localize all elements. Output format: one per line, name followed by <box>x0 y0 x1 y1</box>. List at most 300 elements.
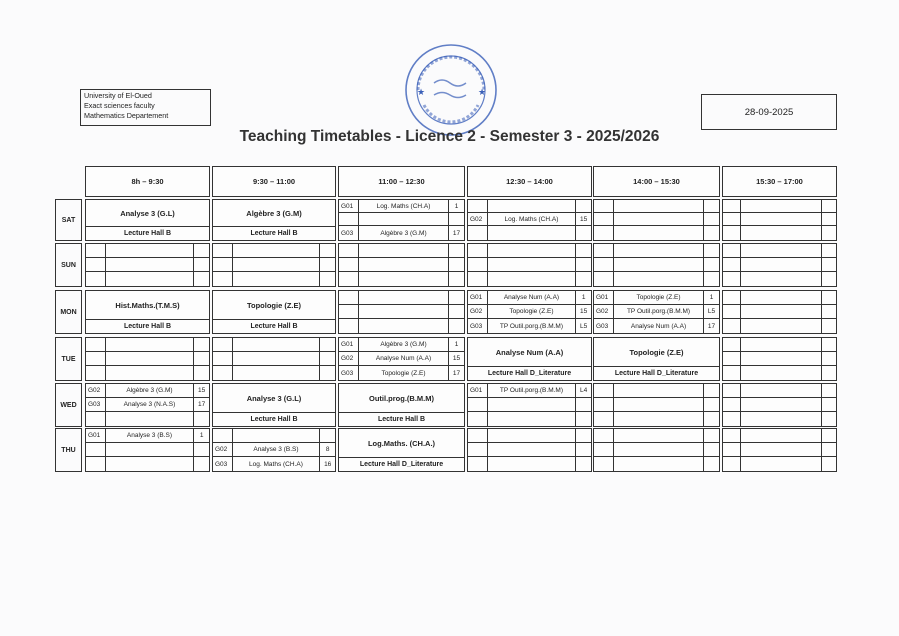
day-label: WED <box>55 383 82 427</box>
timetable-cell <box>85 428 210 472</box>
group-course <box>614 226 704 240</box>
group-code <box>723 226 741 240</box>
group-code <box>723 398 741 412</box>
group-course <box>614 258 704 272</box>
room-number <box>704 200 719 213</box>
timetable-cell <box>212 290 336 334</box>
room-number: 1 <box>449 200 464 213</box>
room-number: 15 <box>194 384 209 398</box>
group-code <box>339 319 359 333</box>
room-number <box>449 319 464 333</box>
room-number <box>822 384 836 398</box>
group-code <box>86 258 106 272</box>
group-code <box>723 244 741 258</box>
room-number <box>576 226 591 240</box>
group-code <box>86 272 106 286</box>
group-code <box>723 291 741 305</box>
room-number: 1 <box>449 338 464 352</box>
group-code <box>86 412 106 426</box>
group-code <box>723 305 741 319</box>
course-name: Hist.Maths.(T.M.S) <box>115 300 180 310</box>
timetable-cell <box>85 199 210 241</box>
group-code <box>468 457 488 471</box>
group-course <box>359 291 449 305</box>
room-number <box>822 244 836 258</box>
group-course <box>359 319 449 333</box>
room-number <box>194 352 209 366</box>
room-number <box>822 200 836 213</box>
group-code <box>594 200 614 213</box>
room-number <box>449 258 464 272</box>
timetable-cell <box>593 290 720 334</box>
group-course: Algèbre 3 (G.M) <box>359 226 449 240</box>
lecture-hall: Lecture Hall D_Literature <box>468 366 591 380</box>
group-course <box>488 226 577 240</box>
timetable-cell <box>722 199 837 241</box>
room-number: 1 <box>576 291 591 305</box>
group-course <box>488 244 577 258</box>
group-course <box>741 457 822 471</box>
room-number <box>194 258 209 272</box>
group-course <box>741 291 822 305</box>
group-course: Algèbre 3 (G.M) <box>359 338 449 352</box>
room-number <box>822 412 836 426</box>
day-label: TUE <box>55 337 82 381</box>
group-course <box>106 457 195 471</box>
group-course <box>741 258 822 272</box>
room-number <box>822 443 836 457</box>
group-course <box>741 305 822 319</box>
course-name: Log.Maths. (CH.A.) <box>367 438 436 448</box>
lecture-hall: Lecture Hall D_Literature <box>594 366 719 380</box>
timetable-cell <box>338 243 465 287</box>
group-course: Analyse 3 (B.S) <box>233 443 321 457</box>
group-course <box>488 200 577 213</box>
timetable-cell <box>593 383 720 427</box>
room-number <box>822 398 836 412</box>
group-code: G02 <box>468 213 488 226</box>
group-course <box>741 384 822 398</box>
group-code <box>213 272 233 286</box>
group-course <box>359 305 449 319</box>
room-number <box>704 384 719 398</box>
group-course <box>614 244 704 258</box>
group-course <box>741 366 822 380</box>
room-number <box>822 352 836 366</box>
timetable-cell <box>212 383 336 427</box>
group-code <box>594 226 614 240</box>
timetable-cell <box>722 428 837 472</box>
group-code <box>213 352 233 366</box>
group-code <box>86 244 106 258</box>
slot-header: 8h – 9:30 <box>85 166 210 197</box>
timetable-cell <box>85 243 210 287</box>
group-course: Topologie (Z.E) <box>488 305 577 319</box>
official-stamp <box>404 43 498 137</box>
group-code <box>468 258 488 272</box>
group-code <box>723 319 741 333</box>
course-name: Topologie (Z.E) <box>629 347 684 357</box>
timetable-cell <box>338 428 465 472</box>
room-number <box>704 244 719 258</box>
group-code <box>468 226 488 240</box>
room-number <box>320 272 335 286</box>
group-code <box>594 457 614 471</box>
timetable-cell <box>212 243 336 287</box>
course-name: Topologie (Z.E) <box>246 300 302 310</box>
room-number <box>822 226 836 240</box>
room-number <box>704 258 719 272</box>
group-code: G02 <box>213 443 233 457</box>
room-number: 1 <box>704 291 719 305</box>
svg-text:★: ★ <box>478 87 487 97</box>
group-course <box>233 258 321 272</box>
group-code: G03 <box>594 319 614 333</box>
group-course <box>741 398 822 412</box>
group-code <box>723 213 741 226</box>
university-name: University of El-Oued <box>84 91 152 100</box>
page-title: Teaching Timetables - Licence 2 - Semester 3 - 2025/2026 <box>239 128 660 145</box>
group-code <box>468 443 488 457</box>
group-code <box>213 366 233 380</box>
room-number: 17 <box>707 322 716 330</box>
room-number <box>822 457 836 471</box>
lecture-hall: Lecture Hall D_Literature <box>339 457 464 471</box>
group-code <box>723 366 741 380</box>
group-course <box>106 443 195 457</box>
group-code <box>594 398 614 412</box>
group-code <box>723 352 741 366</box>
group-course: Analyse Num (A.A) <box>359 352 449 366</box>
group-code <box>339 305 359 319</box>
group-course <box>614 457 704 471</box>
group-course: Analyse Num (A.A) <box>614 319 704 333</box>
group-code <box>339 258 359 272</box>
group-code: G02 <box>86 384 106 398</box>
institution-box <box>80 89 211 126</box>
group-code <box>594 384 614 398</box>
group-code <box>723 443 741 457</box>
group-code <box>723 412 741 426</box>
timetable-cell <box>338 199 465 241</box>
course-name: Analyse Num (A.A) <box>495 347 564 357</box>
group-course <box>614 398 704 412</box>
room-number <box>576 443 591 457</box>
group-course <box>741 338 822 352</box>
room-number <box>704 398 719 412</box>
room-number <box>822 429 836 443</box>
slot-header: 15:30 – 17:00 <box>722 166 837 197</box>
room-number <box>704 213 719 226</box>
group-code <box>594 213 614 226</box>
room-number <box>194 366 209 380</box>
room-number: 8 <box>320 443 335 457</box>
group-course <box>488 412 577 426</box>
group-course <box>359 244 449 258</box>
group-course <box>741 200 822 213</box>
group-code <box>213 244 233 258</box>
timetable-cell <box>593 337 720 381</box>
group-code <box>468 272 488 286</box>
room-number: 15 <box>449 352 464 366</box>
group-code <box>213 258 233 272</box>
room-number <box>449 305 464 319</box>
room-number <box>576 244 591 258</box>
group-code: G03 <box>468 319 488 333</box>
group-course: TP Outil.porg.(B.M.M) <box>488 384 577 398</box>
room-number <box>576 398 591 412</box>
room-number <box>576 272 591 286</box>
lecture-hall: Lecture Hall B <box>213 412 335 426</box>
group-code: G01 <box>339 338 359 352</box>
timetable-cell <box>467 337 592 381</box>
room-number <box>704 443 719 457</box>
timetable-cell <box>212 337 336 381</box>
timetable-cell <box>85 290 210 334</box>
room-number: 17 <box>194 398 209 412</box>
group-course: TP Outil.porg.(B.M.M) <box>614 305 704 319</box>
room-number <box>449 291 464 305</box>
group-course <box>106 258 195 272</box>
group-code <box>86 443 106 457</box>
room-number <box>194 338 209 352</box>
group-course: Topologie (Z.E) <box>359 366 449 380</box>
room-number <box>576 200 591 213</box>
group-course: Algèbre 3 (G.M) <box>106 384 195 398</box>
slot-header: 9:30 – 11:00 <box>212 166 336 197</box>
group-course <box>488 258 577 272</box>
room-number: L5 <box>580 322 588 330</box>
course-name: Analyse 3 (G.L) <box>246 393 302 403</box>
room-number <box>449 244 464 258</box>
group-code <box>339 244 359 258</box>
timetable-cell <box>593 199 720 241</box>
group-course <box>614 443 704 457</box>
room-number <box>822 338 836 352</box>
group-course <box>488 272 577 286</box>
group-course <box>741 412 822 426</box>
room-number: L5 <box>704 305 719 319</box>
group-course <box>614 384 704 398</box>
group-course: Log. Maths (CH.A) <box>488 213 577 226</box>
room-number <box>822 319 836 333</box>
timetable-cell <box>467 383 592 427</box>
timetable-cell <box>85 383 210 427</box>
department-name: Mathematics Departement <box>84 111 169 120</box>
group-code: G01 <box>339 200 359 213</box>
group-course <box>741 443 822 457</box>
room-number <box>320 338 335 352</box>
room-number <box>822 366 836 380</box>
group-course: Analyse Num (A.A) <box>488 291 577 305</box>
group-course <box>106 338 195 352</box>
room-number <box>576 457 591 471</box>
group-course <box>233 244 321 258</box>
room-number: 15 <box>576 213 591 226</box>
room-number <box>704 457 719 471</box>
group-course <box>359 258 449 272</box>
timetable-cell <box>467 243 592 287</box>
group-course <box>106 366 195 380</box>
group-code: G02 <box>594 305 614 319</box>
group-code: G03 <box>213 457 233 471</box>
room-number: L4 <box>576 384 591 398</box>
timetable-cell <box>722 290 837 334</box>
room-number <box>194 457 209 471</box>
group-code <box>468 412 488 426</box>
group-code: G02 <box>339 352 359 366</box>
group-code <box>86 338 106 352</box>
group-code <box>594 258 614 272</box>
group-course <box>233 338 321 352</box>
group-code <box>339 291 359 305</box>
group-course <box>741 272 822 286</box>
room-number: 16 <box>324 460 332 468</box>
group-course <box>233 366 321 380</box>
group-code <box>468 244 488 258</box>
room-number <box>320 429 335 443</box>
timetable-cell <box>338 290 465 334</box>
group-course: Analyse 3 (N.A.S) <box>106 398 195 412</box>
group-code: G03 <box>339 366 359 380</box>
group-code <box>594 272 614 286</box>
slot-header: 12:30 – 14:00 <box>467 166 592 197</box>
room-number <box>576 412 591 426</box>
group-course <box>488 443 577 457</box>
group-course <box>614 272 704 286</box>
group-code <box>213 429 233 443</box>
group-code <box>86 352 106 366</box>
room-number: 17 <box>452 369 461 377</box>
group-course <box>614 412 704 426</box>
group-code <box>594 443 614 457</box>
group-code <box>86 457 106 471</box>
timetable-cell <box>722 383 837 427</box>
room-number <box>822 258 836 272</box>
group-course: TP Outil.porg.(B.M.M) <box>488 319 577 333</box>
group-code: G01 <box>468 291 488 305</box>
group-code <box>723 429 741 443</box>
group-course <box>359 272 449 286</box>
room-number <box>704 226 719 240</box>
timetable-cell <box>85 337 210 381</box>
group-course <box>741 429 822 443</box>
room-number <box>576 258 591 272</box>
timetable-cell <box>722 337 837 381</box>
group-course: Topologie (Z.E) <box>614 291 704 305</box>
group-course <box>106 272 195 286</box>
group-code <box>339 272 359 286</box>
lecture-hall: Lecture Hall B <box>339 412 464 426</box>
room-number <box>449 213 464 226</box>
group-course <box>741 213 822 226</box>
group-code <box>594 429 614 443</box>
room-number <box>320 366 335 380</box>
group-code <box>86 366 106 380</box>
group-course <box>488 429 577 443</box>
room-number <box>822 213 836 226</box>
group-code <box>468 429 488 443</box>
room-number <box>320 244 335 258</box>
group-course <box>741 226 822 240</box>
slot-header: 11:00 – 12:30 <box>338 166 465 197</box>
group-course: Analyse 3 (B.S) <box>106 429 195 443</box>
timetable-cell <box>593 243 720 287</box>
group-course <box>614 429 704 443</box>
group-code: G03 <box>86 398 106 412</box>
group-code: G01 <box>594 291 614 305</box>
date-box <box>701 94 837 130</box>
timetable-cell <box>722 243 837 287</box>
group-code <box>723 457 741 471</box>
room-number <box>576 429 591 443</box>
document-date: 28-09-2025 <box>744 106 794 118</box>
group-course <box>106 244 195 258</box>
group-course <box>614 200 704 213</box>
group-course <box>233 272 321 286</box>
room-number <box>822 291 836 305</box>
room-number <box>449 272 464 286</box>
course-name: Analyse 3 (G.L) <box>120 208 175 218</box>
group-code: G02 <box>468 305 488 319</box>
group-course <box>488 398 577 412</box>
group-code <box>723 258 741 272</box>
room-number <box>704 272 719 286</box>
group-course: Log. Maths (CH.A) <box>233 457 321 471</box>
room-number <box>320 352 335 366</box>
group-course <box>614 213 704 226</box>
room-number <box>822 305 836 319</box>
group-code: G01 <box>86 429 106 443</box>
group-course <box>741 244 822 258</box>
timetable-cell <box>212 428 336 472</box>
slot-header: 14:00 – 15:30 <box>593 166 720 197</box>
faculty-name: Exact sciences faculty <box>84 101 155 110</box>
day-label: SUN <box>55 243 82 287</box>
room-number: 15 <box>576 305 591 319</box>
room-number <box>320 258 335 272</box>
timetable-cell <box>467 428 592 472</box>
group-course <box>359 213 449 226</box>
timetable-cell <box>593 428 720 472</box>
room-number <box>704 412 719 426</box>
timetable-cell <box>338 337 465 381</box>
group-code <box>723 384 741 398</box>
group-course <box>488 457 577 471</box>
group-code <box>594 412 614 426</box>
group-code <box>468 200 488 213</box>
day-label: SAT <box>55 199 82 241</box>
group-course <box>741 319 822 333</box>
group-course: Log. Maths (CH.A) <box>359 200 449 213</box>
group-code <box>468 398 488 412</box>
group-code: G03 <box>339 226 359 240</box>
group-code <box>594 244 614 258</box>
group-code: G01 <box>468 384 488 398</box>
room-number <box>194 272 209 286</box>
group-course <box>106 412 195 426</box>
room-number <box>194 244 209 258</box>
group-code <box>723 338 741 352</box>
room-number <box>704 429 719 443</box>
room-number <box>822 272 836 286</box>
group-code <box>339 213 359 226</box>
lecture-hall: Lecture Hall B <box>86 319 209 333</box>
course-name: Outil.prog.(B.M.M) <box>369 393 434 403</box>
timetable-cell <box>338 383 465 427</box>
group-course <box>233 429 321 443</box>
lecture-hall: Lecture Hall B <box>213 226 335 240</box>
